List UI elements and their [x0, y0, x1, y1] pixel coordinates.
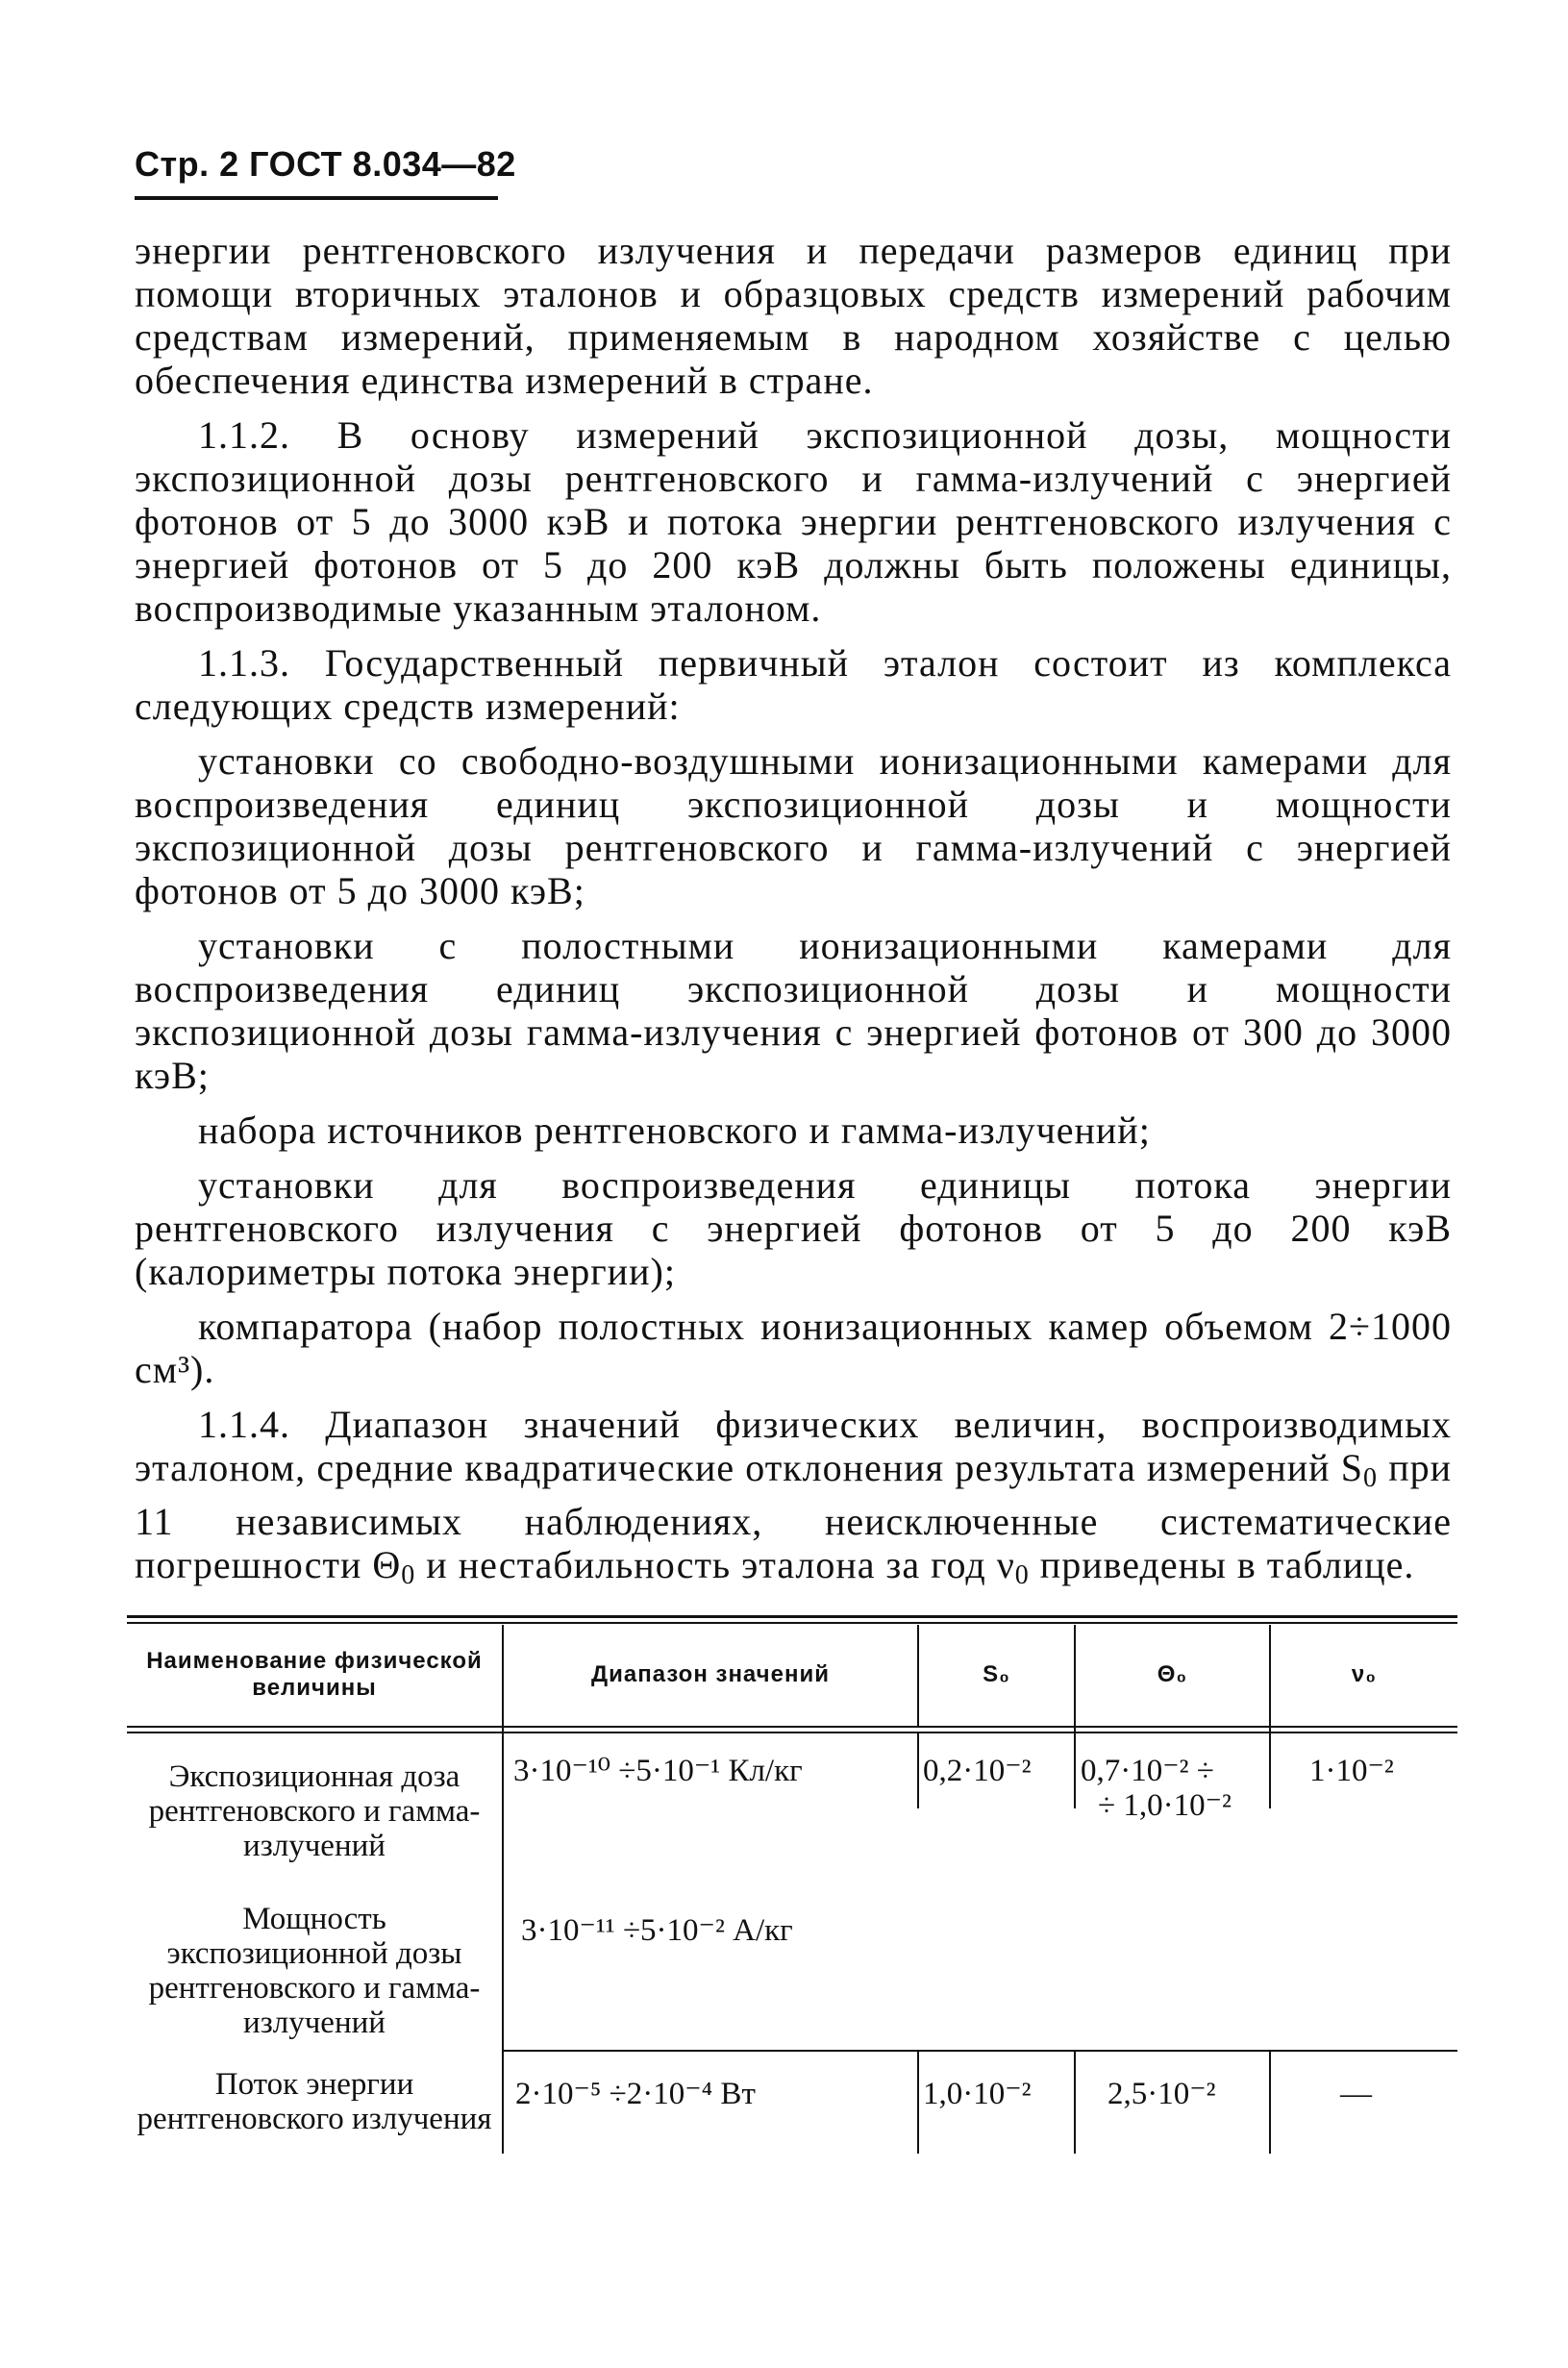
table-cell-s0: 0,2·10⁻² — [923, 1754, 1032, 1788]
column-header-name: Наименование физической величины — [146, 1648, 483, 1701]
table-cell-name: Мощность экспозиционной дозы рентгеновского и гамма-излучений — [148, 1902, 481, 2040]
paragraph-part: и нестабильность эталона за год ν — [415, 1543, 1015, 1586]
column-divider — [1074, 2052, 1076, 2154]
column-divider — [1269, 1625, 1271, 1808]
table-cell-s0: 1,0·10⁻² — [923, 2077, 1032, 2111]
parameters-table — [127, 1615, 1457, 2154]
table-cell-theta0: ÷ 1,0·10⁻² — [1098, 1788, 1232, 1823]
header-underline — [135, 196, 498, 200]
header-bottom-rule — [127, 1726, 1457, 1728]
paragraph: 1.1.3. Государственный первичный эталон состоит из комплекса следующих средств измерений: — [135, 641, 1452, 728]
table-top-rule — [127, 1622, 1457, 1624]
paragraph-part: приведены в таблице. — [1029, 1543, 1415, 1586]
column-divider — [1074, 1625, 1076, 1808]
table-cell-range: 3·10⁻¹⁰ ÷5·10⁻¹ Кл/кг — [513, 1754, 803, 1788]
row-separator — [502, 2050, 1457, 2052]
subscript: 0 — [1014, 1560, 1030, 1590]
column-header-nu0: ν₀ — [1351, 1661, 1378, 1687]
list-item: набора источников рентгеновского и гамма-излучений; — [198, 1109, 1151, 1152]
paragraph — [135, 1403, 1452, 1597]
list-item: установки с полостными ионизационными камерами для воспроизведения единиц экспозиционной дозы и мощности экспозиционной дозы гамма-излучения с энергией фотонов от 300 до 3000 кэВ; — [135, 924, 1452, 1097]
table-cell-range: 3·10⁻¹¹ ÷5·10⁻² А/кг — [521, 1913, 793, 1948]
column-header-theta0: Θ₀ — [1157, 1661, 1188, 1687]
list-item: компаратора (набор полостных ионизационных камер объемом 2÷1000 см³). — [135, 1305, 1452, 1391]
paragraph: 1.1.2. В основу измерений экспозиционной дозы, мощности экспозиционной дозы рентгеновского и гамма-излучений с энергией фотонов от 5 до 3000 кэВ и потока энергии рентгеновского излучения с энергией фотонов от 5 до 200 кэВ должны быть положены единицы, воспроизводимые указанным эталоном. — [135, 413, 1452, 630]
subscript: 0 — [401, 1560, 416, 1590]
table-top-rule — [127, 1615, 1457, 1618]
column-divider — [917, 2052, 919, 2154]
column-header-s0: S₀ — [983, 1661, 1010, 1687]
list-item: установки для воспроизведения единицы потока энергии рентгеновского излучения с энергией фотонов от 5 до 200 кэВ (калориметры потока энергии); — [135, 1163, 1452, 1293]
body-text — [135, 229, 1452, 1608]
paragraph-part: 1.1.4. Диапазон значений физических величин, воспроизводимых эталоном, средние квадратические отклонения результата измерений S — [135, 1403, 1452, 1489]
table-cell-name: Экспозиционная доза рентгеновского и гамма-излучений — [148, 1759, 481, 1863]
subscript: 0 — [1363, 1463, 1379, 1493]
header-bottom-rule — [127, 1732, 1457, 1733]
page-header: Стр. 2 ГОСТ 8.034—82 — [135, 144, 516, 184]
table-cell-nu0: — — [1340, 2077, 1372, 2111]
table-cell-theta0: 0,7·10⁻² ÷ — [1081, 1754, 1214, 1788]
list-item: установки со свободно-воздушными ионизационными камерами для воспроизведения единиц экспозиционной дозы и мощности экспозиционной дозы рентгеновского и гамма-излучений с энергией фотонов от 5 до 3000 кэВ; — [135, 739, 1452, 912]
table-cell-range: 2·10⁻⁵ ÷2·10⁻⁴ Вт — [515, 2077, 756, 2111]
table-cell-nu0: 1·10⁻² — [1309, 1754, 1394, 1788]
column-divider — [917, 1733, 919, 1808]
table-cell-name: Поток энергии рентгеновского излучения — [137, 2067, 492, 2136]
paragraph: энергии рентгеновского излучения и передачи размеров единиц при помощи вторичных эталонов и образцовых средств измерений рабочим средствам измерений, применяемым в народном хозяйстве с целью обеспечения единства измерений в стране. — [135, 229, 1452, 402]
column-divider — [1269, 2052, 1271, 2154]
column-header-range: Диапазон значений — [591, 1661, 830, 1687]
column-divider — [502, 1625, 504, 2154]
table-cell-theta0: 2,5·10⁻² — [1108, 2077, 1216, 2111]
paragraph-part: при 11 независимых наблюдениях, неисключенные систематические погрешности Θ — [135, 1446, 1453, 1586]
